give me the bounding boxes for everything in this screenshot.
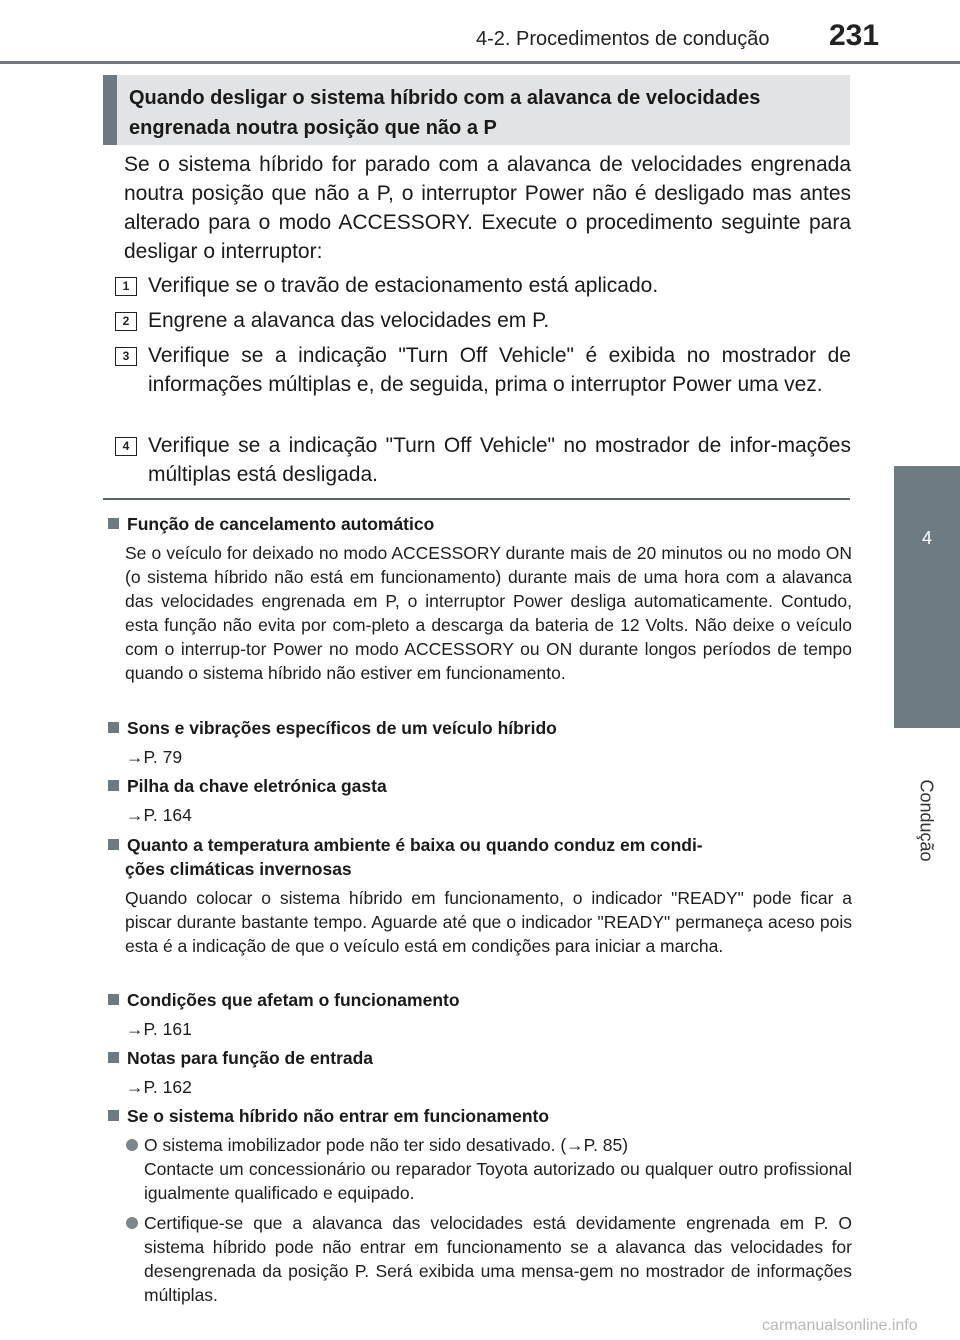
step-text: Verifique se o travão de estacionamento está aplicado. <box>148 274 659 297</box>
circle-bullet-icon <box>126 1139 138 1151</box>
notes-divider <box>103 498 850 500</box>
step-2 <box>115 306 851 335</box>
step-1 <box>115 271 851 300</box>
note-heading-conditions: Condições que afetam o funcionamento <box>108 988 853 1012</box>
header-divider <box>0 61 960 64</box>
chapter-number: 4 <box>921 528 932 548</box>
note-ref-sounds: →P. 79 <box>126 747 183 767</box>
step-number-badge: 2 <box>115 312 137 331</box>
chapter-label-container <box>893 730 959 910</box>
step-number-badge: 4 <box>115 437 137 456</box>
step-text: Verifique se a indicação "Turn Off Vehicle" no mostrador de infor-mações múltiplas está desligada. <box>148 434 851 486</box>
note-heading-cold: Quanto a temperatura ambiente é baixa ou quando conduz em condi- ções climáticas invernosas <box>108 833 853 881</box>
square-bullet-icon <box>108 518 119 529</box>
step-text: Verifique se a indicação "Turn Off Vehicle" é exibida no mostrador de informações múltiplas e, de seguida, prima o interruptor Power uma vez. <box>148 344 851 396</box>
square-bullet-icon <box>108 994 119 1005</box>
step-text: Engrene a alavanca das velocidades em P. <box>148 309 550 332</box>
intro-paragraph: Se o sistema híbrido for parado com a alavanca de velocidades engrenada noutra posição que não a P, o interruptor Power não é desligado mas antes alterado para o modo ACCESSORY. Execute o procedimento seguinte para desligar o interruptor: <box>124 153 851 263</box>
square-bullet-icon <box>108 780 119 791</box>
bullet-shift-lever <box>124 1211 852 1307</box>
note-ref-conditions: →P. 161 <box>126 1019 192 1039</box>
bullet-shift-lever-text: Certifique-se que a alavanca das velocidades está devidamente engrenada em P. O sistema híbrido pode não entrar em funcionamento se a alavanca das velocidades for desengrenada da posição P. Será exibida uma mensa-gem no mostrador de informações múltiplas. <box>144 1213 852 1305</box>
section-heading-box <box>103 75 850 145</box>
square-bullet-icon <box>108 722 119 733</box>
circle-bullet-icon <box>126 1217 138 1229</box>
step-3 <box>115 341 851 399</box>
step-4 <box>115 431 851 489</box>
square-bullet-icon <box>108 1110 119 1121</box>
note-body-cold: Quando colocar o sistema híbrido em funcionamento, o indicador "READY" pode ficar a piscar durante bastante tempo. Aguarde até que o indicador "READY" permaneça aceso pois esta é a indicação de que o veículo está em condições para iniciar a marcha. <box>125 888 852 956</box>
square-bullet-icon <box>108 839 119 850</box>
note-heading-battery: Pilha da chave eletrónica gasta <box>108 774 853 798</box>
bullet-immobilizer-line1: O sistema imobilizador pode não ter sido desativado. (→P. 85) <box>144 1135 629 1155</box>
section-title: 4-2. Procedimentos de condução <box>476 28 770 50</box>
note-ref-battery: →P. 164 <box>126 805 192 825</box>
note-heading-no-start: Se o sistema híbrido não entrar em funcionamento <box>108 1104 853 1128</box>
chapter-label: Condução <box>916 778 937 862</box>
note-heading-sounds: Sons e vibrações específicos de um veículo híbrido <box>108 716 853 740</box>
note-body-auto-cancel: Se o veículo for deixado no modo ACCESSORY durante mais de 20 minutos ou no modo ON (o sistema híbrido não está em funcionamento) durante mais de uma hora com a alavanca das velocidades engrenada em P, o interruptor Power desliga automaticamente. Contudo, esta função não evita por com-pleto a descarga da bateria de 12 Volts. Não deixe o veículo com o interrup-tor Power no modo ACCESSORY ou ON durante longos períodos de tempo quando o sistema híbrido não estiver em funcionamento. <box>125 543 852 683</box>
watermark: carmanualsonline.info <box>762 1317 918 1334</box>
section-heading: Quando desligar o sistema híbrido com a alavanca de velocidades engrenada noutra posição que não a P <box>129 87 761 139</box>
chapter-tab <box>894 466 960 728</box>
note-heading-entry: Notas para função de entrada <box>108 1046 853 1070</box>
step-number-badge: 1 <box>115 277 137 296</box>
bullet-immobilizer-line2: Contacte um concessionário ou reparador Toyota autorizado ou qualquer outro profissional igualmente qualificado e equipado. <box>144 1159 852 1203</box>
bullet-immobilizer <box>124 1133 852 1205</box>
note-heading-auto-cancel: Função de cancelamento automático <box>108 512 853 536</box>
page-number: 231 <box>829 19 880 52</box>
step-number-badge: 3 <box>115 347 137 366</box>
note-ref-entry: →P. 162 <box>126 1077 192 1097</box>
square-bullet-icon <box>108 1052 119 1063</box>
